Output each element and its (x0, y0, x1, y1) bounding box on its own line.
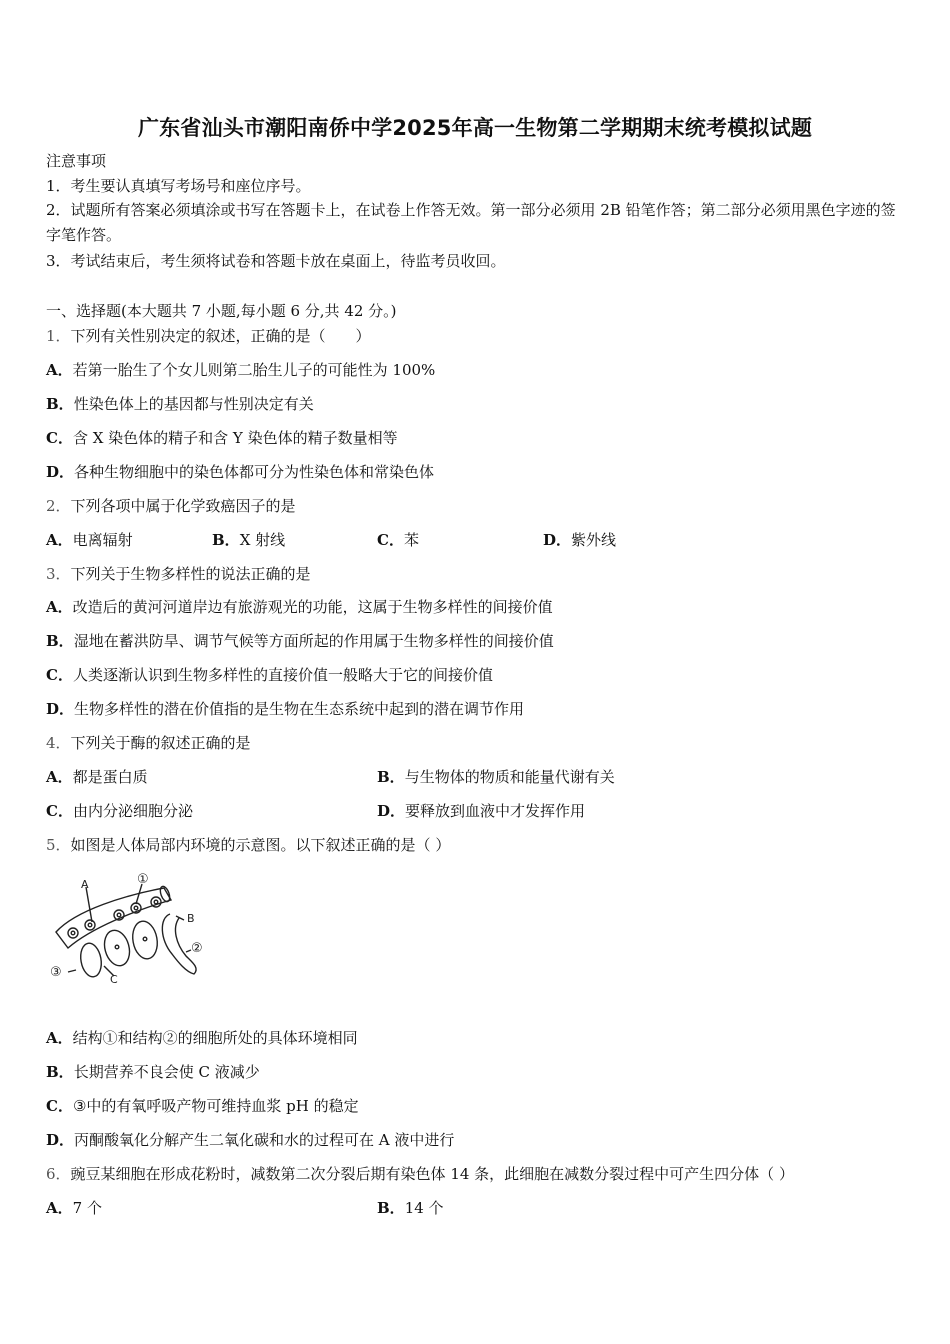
leader-line-a (86, 887, 92, 922)
question-stem: 如图是人体局部内环境的示意图。以下叙述正确的是（ ） (70, 836, 451, 854)
option-text: 改造后的黄河河道岸边有旅游观光的功能，这属于生物多样性的间接价值 (72, 598, 553, 616)
option-label: C． (46, 666, 73, 684)
notice-item-2: 2．试题所有答案必须填涂或书写在答题卡上，在试卷上作答无效。第一部分必须用 2B 铅笔作答；第二部分必须用黑色字迹的签字笔作答。 (46, 201, 896, 244)
option-text: 性染色体上的基因都与性别决定有关 (73, 395, 314, 413)
q5-option-b (46, 1062, 260, 1082)
blood-cell-core (154, 900, 158, 904)
notice-item-1: 1．考生要认真填写考场号和座位序号。 (46, 177, 311, 195)
question-4 (46, 733, 251, 753)
q3-option-c (46, 665, 493, 685)
blood-cell-core (117, 913, 121, 917)
blood-cell-core (88, 923, 92, 927)
leader-line-3 (68, 970, 76, 972)
blood-cell-core (71, 931, 75, 935)
blood-cell (151, 897, 161, 907)
option-label: A． (46, 598, 73, 616)
q3-option-a (46, 597, 553, 617)
q5-option-c (46, 1096, 359, 1116)
option-text: 含 X 染色体的精子和含 Y 染色体的精子数量相等 (72, 429, 398, 447)
option-label: D． (543, 531, 572, 549)
figure-label-b: B (187, 912, 195, 925)
leader-line-b (176, 916, 184, 920)
option-label: C． (46, 802, 73, 820)
option-label: D． (46, 1131, 75, 1149)
option-label: B． (46, 395, 74, 413)
option-text: X 射线 (239, 531, 286, 549)
q4-option-b (377, 767, 615, 787)
blood-cell-core (134, 906, 138, 910)
option-label: A． (46, 1029, 73, 1047)
q2-option-c (377, 530, 419, 550)
question-number: 4． (46, 734, 71, 752)
blood-cell (68, 928, 78, 938)
notice-item-3: 3．考试结束后，考生须将试卷和答题卡放在桌面上，待监考员收回。 (46, 252, 506, 270)
q1-option-a (46, 360, 435, 380)
figure-label-1: ① (137, 872, 149, 887)
q5-option-d (46, 1130, 454, 1150)
question-stem: 下列有关性别决定的叙述，正确的是（ ） (70, 327, 371, 345)
q6-option-b (377, 1198, 444, 1218)
question-3 (46, 564, 311, 584)
q1-option-c (46, 428, 398, 448)
question-2 (46, 496, 296, 516)
option-label: D． (46, 700, 75, 718)
q6-option-a (46, 1198, 102, 1218)
tissue-diagram (46, 870, 211, 990)
q1-option-d (46, 462, 434, 482)
option-text: 电离辐射 (72, 531, 133, 549)
option-text: 结构①和结构②的细胞所处的具体环境相同 (72, 1029, 358, 1047)
option-label: B． (212, 531, 240, 549)
option-label: B． (46, 632, 74, 650)
option-text: 生物多样性的潜在价值指的是生物在生态系统中起到的潜在调节作用 (74, 700, 525, 718)
question-stem: 下列关于酶的叙述正确的是 (70, 734, 251, 752)
option-label: B． (377, 768, 405, 786)
option-text: ③中的有氧呼吸产物可维持血浆 pH 的稳定 (72, 1097, 359, 1115)
question-stem: 下列各项中属于化学致癌因子的是 (70, 497, 296, 515)
option-text: 各种生物细胞中的染色体都可分为性染色体和常染色体 (74, 463, 435, 481)
figure-label-3: ③ (50, 965, 62, 980)
option-text: 紫外线 (571, 531, 617, 549)
q2-option-a (46, 530, 133, 550)
option-text: 若第一胎生了个女儿则第二胎生儿子的可能性为 100% (72, 361, 436, 379)
question-number: 3． (46, 565, 71, 583)
q2-option-b (212, 530, 285, 550)
figure-label-2: ② (191, 941, 203, 956)
question-number: 6． (46, 1165, 71, 1183)
question-6 (46, 1164, 794, 1184)
option-text: 7 个 (72, 1199, 102, 1217)
question-number: 1． (46, 327, 71, 345)
q3-option-b (46, 631, 554, 651)
option-label: A． (46, 768, 73, 786)
option-text: 由内分泌细胞分泌 (72, 802, 193, 820)
q5-option-a (46, 1028, 358, 1048)
q2-option-d (543, 530, 616, 550)
option-text: 都是蛋白质 (72, 768, 148, 786)
q4-option-d (377, 801, 585, 821)
q3-option-d (46, 699, 524, 719)
figure-label-a: A (81, 878, 89, 891)
question-stem: 豌豆某细胞在形成花粉时，减数第二次分裂后期有染色体 14 条，此细胞在减数分裂过程中可产生四分体（ ） (70, 1165, 794, 1183)
option-text: 与生物体的物质和能量代谢有关 (404, 768, 615, 786)
tissue-cell (130, 919, 160, 961)
option-label: A． (46, 1199, 73, 1217)
option-text: 14 个 (404, 1199, 444, 1217)
option-label: C． (46, 429, 73, 447)
question-1 (46, 326, 371, 346)
exam-title: 广东省汕头市潮阳南侨中学2025年高一生物第二学期期末统考模拟试题 (137, 116, 813, 140)
q4-option-c (46, 801, 193, 821)
question-number: 2． (46, 497, 71, 515)
option-text: 苯 (403, 531, 419, 549)
question-stem: 下列关于生物多样性的说法正确的是 (70, 565, 311, 583)
option-label: D． (377, 802, 406, 820)
blood-cell (85, 920, 95, 930)
notice-heading: 注意事项 (46, 152, 107, 170)
option-text: 湿地在蓄洪防旱、调节气候等方面所起的作用属于生物多样性的间接价值 (73, 632, 554, 650)
q4-option-a (46, 767, 148, 787)
tissue-cell-nucleus (143, 937, 147, 941)
tissue-cell (101, 928, 133, 969)
question-5 (46, 835, 450, 855)
question-number: 5． (46, 836, 71, 854)
option-label: B． (377, 1199, 405, 1217)
tissue-cell (78, 942, 104, 979)
q1-option-b (46, 394, 314, 414)
option-text: 要释放到血液中才发挥作用 (405, 802, 586, 820)
tissue-cell-nucleus (115, 945, 119, 949)
option-label: C． (46, 1097, 73, 1115)
option-label: A． (46, 361, 73, 379)
option-label: B． (46, 1063, 74, 1081)
option-label: C． (377, 531, 404, 549)
section-heading: 一、选择题(本大题共 7 小题,每小题 6 分,共 42 分。) (46, 302, 397, 320)
option-label: A． (46, 531, 73, 549)
option-text: 丙酮酸氧化分解产生二氧化碳和水的过程可在 A 液中进行 (74, 1131, 455, 1149)
option-text: 人类逐渐认识到生物多样性的直接价值一般略大于它的间接价值 (72, 666, 493, 684)
option-label: D． (46, 463, 75, 481)
figure-label-c: C (110, 973, 118, 986)
option-text: 长期营养不良会使 C 液减少 (73, 1063, 260, 1081)
